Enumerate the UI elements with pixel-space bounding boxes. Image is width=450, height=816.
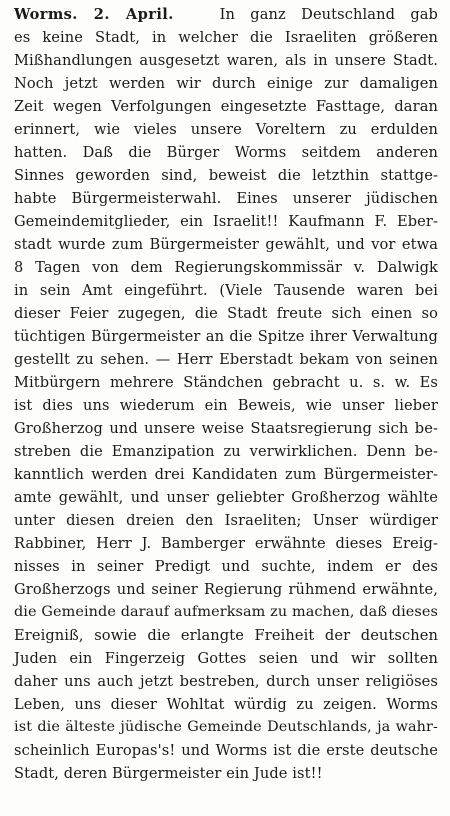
article-line: Großherzogs und seiner Regierung rühmend erwähnte, <box>14 581 438 598</box>
article-line: hatten. Daß die Bürger Worms seitdem anderen <box>14 144 438 161</box>
article-line: stadt wurde zum Bürgermeister gewählt, und vor etwa <box>14 236 438 253</box>
article-line: Zeit wegen Verfolgungen eingesetzte Fasttage, daran <box>14 98 438 115</box>
article-line: dieser Feier zugegen, die Stadt freute sich einen so <box>14 305 438 322</box>
article-line: kanntlich werden drei Kandidaten zum Bürgermeister- <box>14 466 438 483</box>
first-line-text: In ganz Deutschland gab <box>219 6 439 23</box>
article-line: gestellt zu sehen. — Herr Eberstadt bekam von seinen <box>14 351 438 368</box>
article-line: Sinnes geworden sind, beweist die letzthin stattge- <box>14 167 438 184</box>
article-line: Mißhandlungen ausgesetzt waren, als in unsere Stadt. <box>14 52 438 69</box>
article-line: scheinlich Europas's! und Worms ist die erste deutsche <box>14 742 438 759</box>
article-line: Ereigniß, sowie die erlangte Freiheit der deutschen <box>14 627 438 644</box>
article-line: Rabbiner, Herr J. Bamberger erwähnte dieses Ereig- <box>14 535 438 552</box>
dateline: Worms. 2. April. <box>14 6 174 23</box>
article-body <box>14 26 444 785</box>
article-line: amte gewählt, und unser geliebter Großherzog wählte <box>14 489 438 506</box>
article-line: habte Bürgermeisterwahl. Eines unserer jüdischen <box>14 190 438 207</box>
article-line: ist dies uns wiederum ein Beweis, wie unser lieber <box>14 397 438 414</box>
article-line: die Gemeinde darauf aufmerksam zu machen, daß dieses <box>14 604 438 620</box>
article-line: ist die älteste jüdische Gemeinde Deutschlands, ja wahr- <box>14 719 438 735</box>
article-line: Großherzog und unsere weise Staatsregierung sich be- <box>14 420 438 437</box>
news-article <box>14 3 444 785</box>
article-line: Gemeindemitglieder, ein Israelit!! Kaufmann F. Eber- <box>14 213 438 230</box>
article-line: Mitbürgern mehrere Ständchen gebracht u. s. w. Es <box>14 374 438 391</box>
article-line: es keine Stadt, in welcher die Israeliten größeren <box>14 29 438 46</box>
article-line: daher uns auch jetzt bestreben, durch unser religiöses <box>14 673 438 690</box>
article-line: tüchtigen Bürgermeister an die Spitze ihrer Verwaltung <box>14 328 438 345</box>
article-line: Noch jetzt werden wir durch einige zur damaligen <box>14 75 438 92</box>
article-line: Stadt, deren Bürgermeister ein Jude ist!! <box>14 765 323 782</box>
article-line: 8 Tagen von dem Regierungskommissär v. Dalwigk <box>14 259 438 276</box>
article-line: unter diesen dreien den Israeliten; Unser würdiger <box>14 512 438 529</box>
article-line: Leben, uns dieser Wohltat würdig zu zeigen. Worms <box>14 696 438 713</box>
article-line: erinnert, wie vieles unsere Voreltern zu erdulden <box>14 121 438 138</box>
article-line: streben die Emanzipation zu verwirklichen. Denn be- <box>14 443 438 460</box>
article-line <box>14 3 438 26</box>
article-line: nisses in seiner Predigt und suchte, indem er des <box>14 558 438 575</box>
article-line: Juden ein Fingerzeig Gottes seien und wir sollten <box>14 650 438 667</box>
article-line: in sein Amt eingeführt. (Viele Tausende waren bei <box>14 282 438 299</box>
